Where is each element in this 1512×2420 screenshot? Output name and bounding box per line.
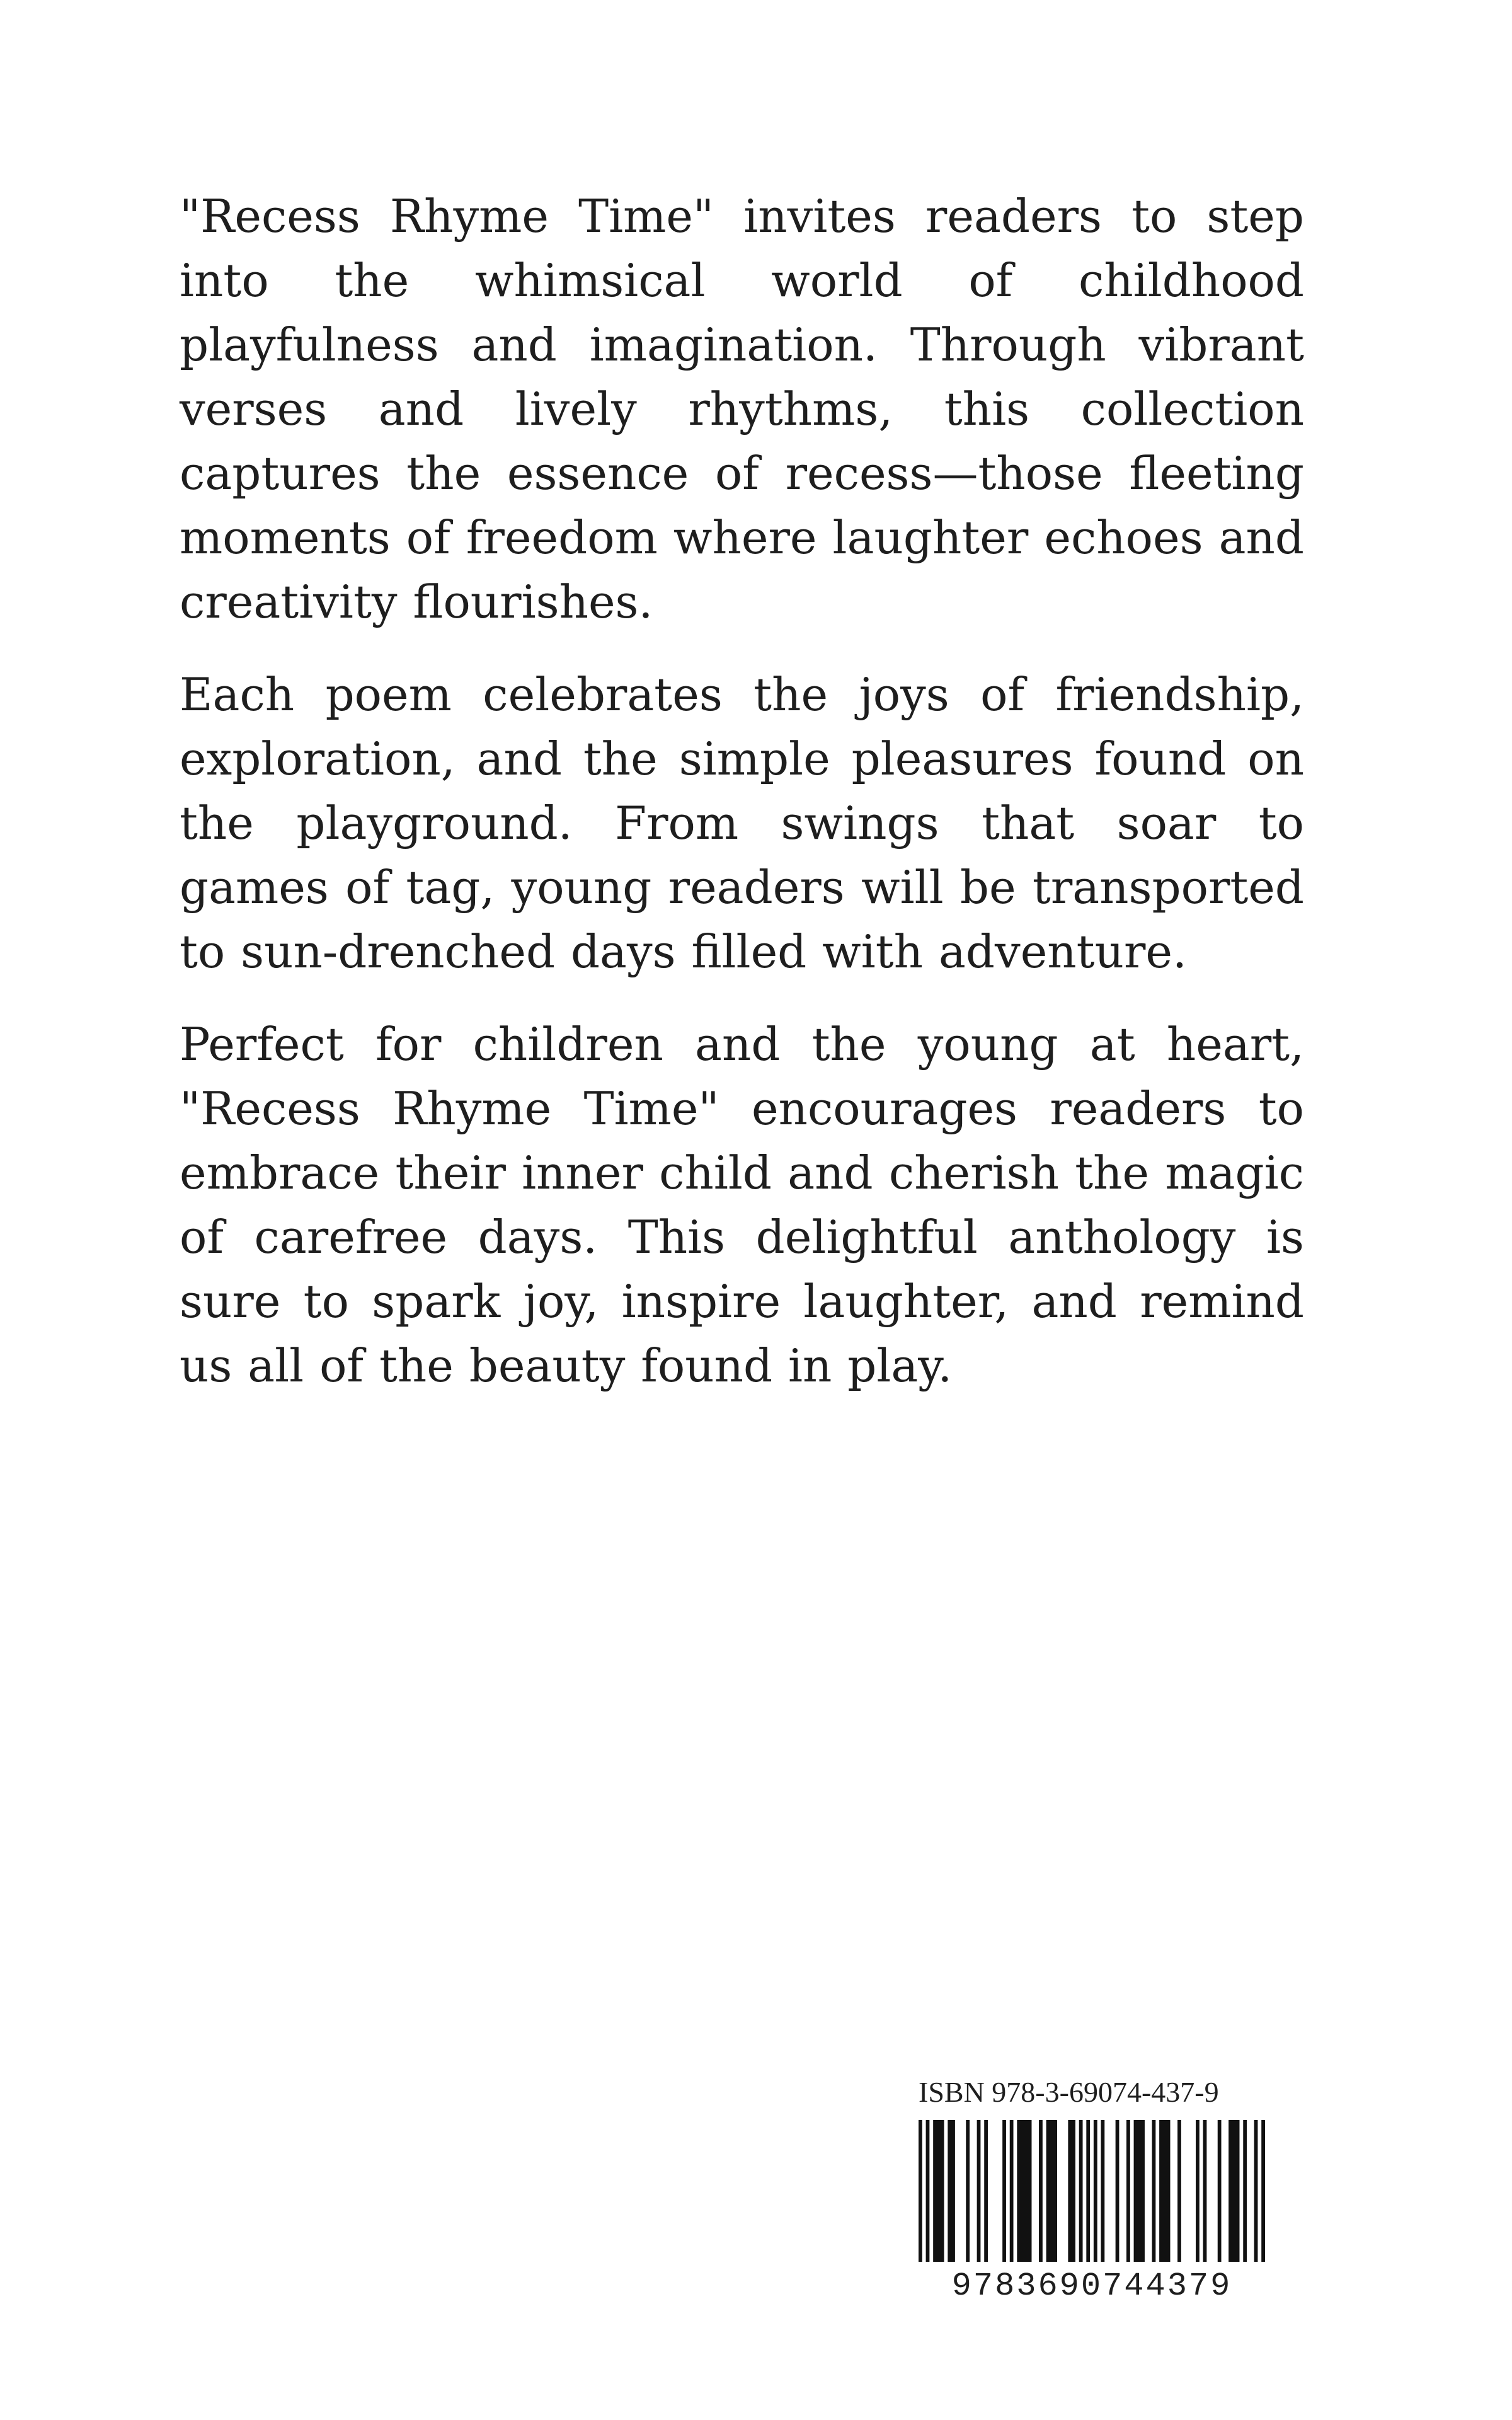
barcode-bar xyxy=(1126,2120,1130,2262)
barcode-bar xyxy=(1017,2120,1031,2262)
barcode-bar xyxy=(919,2120,922,2262)
barcode-bar xyxy=(1116,2120,1120,2262)
barcode-bar xyxy=(1086,2120,1090,2262)
barcode-bar xyxy=(1002,2120,1006,2262)
barcode-bar xyxy=(984,2120,988,2262)
barcode-bar xyxy=(1159,2120,1170,2262)
isbn-barcode-block xyxy=(919,2075,1265,2324)
blurb-paragraph-2: Each poem celebrates the joys of friendship, exploration, and the simple pleasures found on the playground. From swings that soar to games of tag, young readers will be transported to sun-drenched days filled with adventure. xyxy=(180,668,1304,978)
barcode-bar xyxy=(948,2120,955,2262)
barcode-bar xyxy=(1039,2120,1043,2262)
blurb-paragraph-1: "Recess Rhyme Time" invites readers to step into the whimsical world of childhood playfulness and imagination. Through vibrant verses and lively rhythms, this collection captures the essence of recess—those fleeting moments of freedom where laughter echoes and creativity flourishes. xyxy=(180,190,1304,628)
barcode-bar xyxy=(1218,2120,1222,2262)
barcode-bar xyxy=(1101,2120,1104,2262)
barcode-bar xyxy=(1152,2120,1156,2262)
barcode-bar xyxy=(933,2120,944,2262)
barcode-bar xyxy=(1046,2120,1057,2262)
barcode-bar xyxy=(1134,2120,1145,2262)
barcode-bar xyxy=(1254,2120,1258,2262)
barcode-bar xyxy=(1068,2120,1075,2262)
barcode-bar xyxy=(1177,2120,1181,2262)
barcode-number: 9783690744379 xyxy=(951,2267,1232,2305)
barcode-bar xyxy=(1243,2120,1247,2262)
barcode-bar xyxy=(1228,2120,1239,2262)
barcode-bar xyxy=(1196,2120,1200,2262)
barcode-bar xyxy=(966,2120,970,2262)
barcode-bar xyxy=(926,2120,930,2262)
blurb-paragraph-3: Perfect for children and the young at heart, "Recess Rhyme Time" encourages readers to embrace their inner child and cherish the magic of carefree days. This delightful anthology is sure to spark joy, inspire laughter, and remind us all of the beauty found in play. xyxy=(180,1018,1304,1392)
blurb-text xyxy=(180,184,1304,1426)
isbn-label: ISBN 978-3-69074-437-9 xyxy=(919,2076,1219,2108)
barcode-bar xyxy=(1010,2120,1014,2262)
barcode-image xyxy=(919,2120,1265,2262)
barcode-bar xyxy=(977,2120,981,2262)
barcode-bar xyxy=(1094,2120,1097,2262)
barcode-bar xyxy=(1203,2120,1207,2262)
barcode-bar xyxy=(1261,2120,1265,2262)
barcode-bar xyxy=(1079,2120,1083,2262)
